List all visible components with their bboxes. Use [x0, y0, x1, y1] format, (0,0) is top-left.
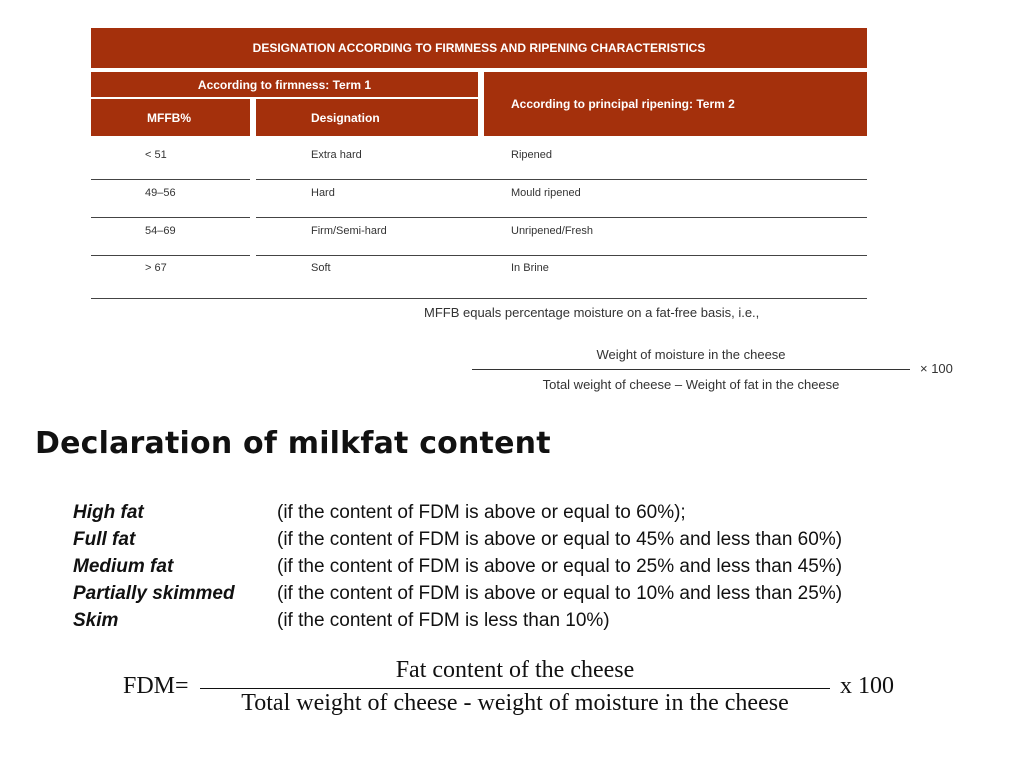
fdm-multiplier: x 100 — [840, 673, 894, 699]
fat-class-name: Skim — [73, 610, 119, 631]
table-title: DESIGNATION ACCORDING TO FIRMNESS AND RIPENING CHARACTERISTICS — [252, 41, 706, 55]
fat-class-condition: (if the content of FDM is above or equal to 10% and less than 25%) — [277, 583, 843, 604]
term2-header-label: According to principal ripening: Term 2 — [511, 97, 735, 111]
row3-ripening: Unripened/Fresh — [511, 225, 593, 237]
row-divider — [256, 179, 867, 180]
row-divider — [256, 255, 867, 256]
row4-designation: Soft — [311, 262, 331, 274]
fat-class-condition: (if the content of FDM is above or equal to 45% and less than 60%) — [277, 529, 843, 550]
term1-header-label: According to firmness: Term 1 — [197, 77, 372, 92]
mffb-column-label: MFFB% — [147, 110, 191, 125]
row1-designation: Extra hard — [311, 149, 362, 161]
fdm-lhs: FDM= — [123, 673, 189, 699]
row1-ripening: Ripened — [511, 149, 552, 161]
row1-mffb: < 51 — [145, 149, 167, 161]
table-bottom-rule — [91, 298, 867, 299]
row2-designation: Hard — [311, 187, 335, 199]
term2-header — [484, 72, 867, 136]
row-divider — [91, 179, 250, 180]
fat-class-name: High fat — [73, 502, 144, 523]
mffb-formula-denominator: Total weight of cheese – Weight of fat in the cheese — [542, 377, 840, 392]
row2-mffb: 49–56 — [145, 187, 176, 199]
fat-class-name: Partially skimmed — [73, 583, 235, 604]
table-title-header — [91, 28, 867, 68]
row-divider — [91, 255, 250, 256]
fat-class-name: Full fat — [73, 529, 136, 550]
page-heading: Declaration of milkfat content — [35, 426, 551, 461]
row4-ripening: In Brine — [511, 262, 549, 274]
mffb-note: MFFB equals percentage moisture on a fat-free basis, i.e., — [424, 305, 760, 320]
row3-designation: Firm/Semi-hard — [311, 225, 387, 237]
term1-header — [91, 72, 478, 97]
row4-mffb: > 67 — [145, 262, 167, 274]
fat-class-condition: (if the content of FDM is above or equal to 25% and less than 45%) — [277, 556, 843, 577]
row-divider — [256, 217, 867, 218]
fdm-numerator: Fat content of the cheese — [395, 657, 635, 683]
fat-class-condition: (if the content of FDM is above or equal to 60%); — [277, 502, 686, 523]
mffb-formula-numerator: Weight of moisture in the cheese — [596, 347, 786, 362]
fdm-denominator: Total weight of cheese - weight of moisture in the cheese — [241, 690, 789, 716]
designation-column-label: Designation — [311, 110, 380, 125]
row-divider — [91, 217, 250, 218]
row3-mffb: 54–69 — [145, 225, 176, 237]
fat-class-condition: (if the content of FDM is less than 10%) — [277, 610, 610, 631]
mffb-column-header — [91, 99, 250, 136]
fat-class-name: Medium fat — [73, 556, 174, 577]
designation-column-header — [256, 99, 478, 136]
mffb-fraction-bar — [472, 369, 910, 370]
mffb-formula-multiplier: × 100 — [920, 361, 953, 376]
row2-ripening: Mould ripened — [511, 187, 581, 199]
fdm-fraction-bar — [200, 688, 830, 689]
